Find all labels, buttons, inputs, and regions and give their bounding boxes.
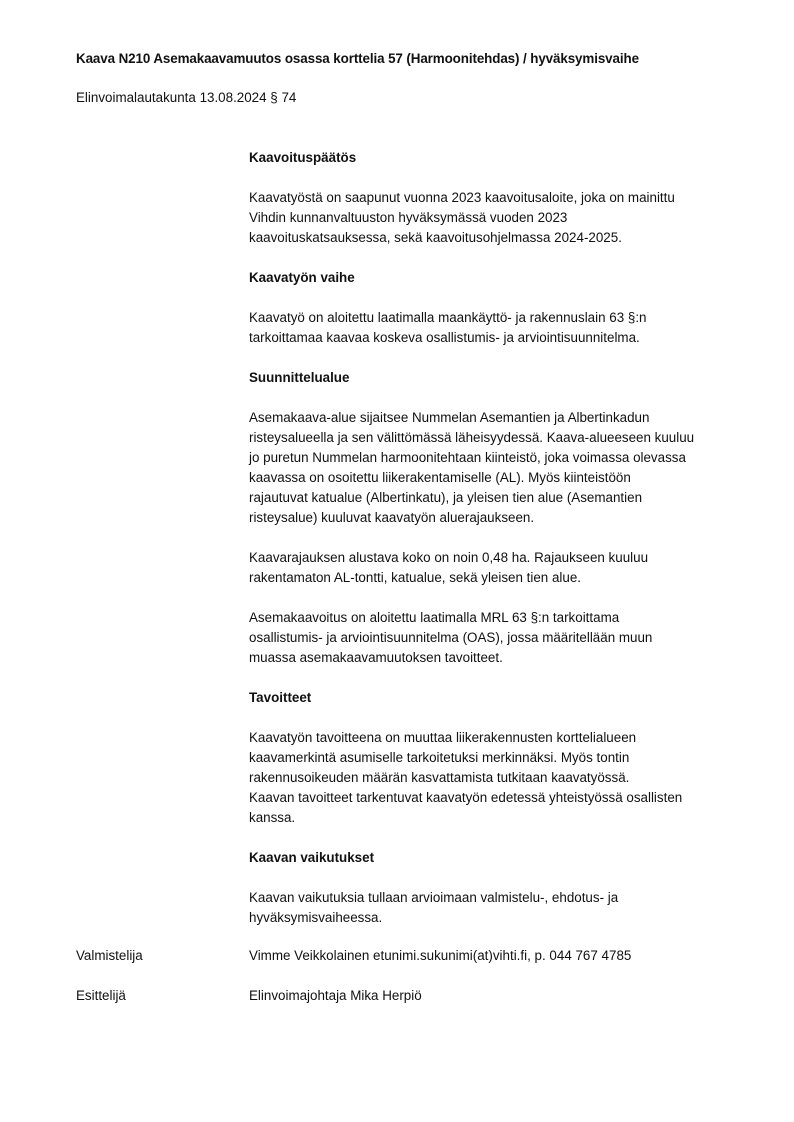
paragraph	[249, 728, 739, 828]
paragraph	[249, 888, 739, 928]
section-heading: Suunnittelualue	[249, 370, 350, 385]
paragraph-line: Kaavan vaikutuksia tullaan arvioimaan valmistelu-, ehdotus- ja	[249, 890, 619, 905]
paragraph-line: Kaavatyö on aloitettu laatimalla maankäyttö- ja rakennuslain 63 §:n	[249, 310, 647, 325]
paragraph-line: Kaavarajauksen alustava koko on noin 0,48 ha. Rajaukseen kuuluu	[249, 550, 649, 565]
paragraph-line: osallistumis- ja arviointisuunnitelma (OAS), jossa määritellään muun	[249, 630, 653, 645]
paragraph-line: Kaavatyön tavoitteena on muuttaa liikerakennusten korttelialueen	[249, 730, 637, 745]
paragraph-line: risteysalue) kuuluvat kaavatyön aluerajaukseen.	[249, 510, 535, 525]
section-heading: Kaavatyön vaihe	[249, 270, 355, 285]
preparer-label: Valmistelija	[76, 948, 143, 963]
paragraph	[249, 548, 739, 588]
paragraph-line: Kaavatyöstä on saapunut vuonna 2023 kaavoitusaloite, joka on mainittu	[249, 190, 675, 205]
paragraph-line: hyväksymisvaiheessa.	[249, 910, 383, 925]
paragraph-line: rakennusoikeuden määrän kasvattamista tutkitaan kaavatyössä.	[249, 770, 630, 785]
paragraph-line: kaavoituskatsauksessa, sekä kaavoitusohjelmassa 2024-2025.	[249, 230, 622, 245]
paragraph-line: risteysalueella ja sen välittömässä läheisyydessä. Kaava-alueeseen kuuluu	[249, 430, 695, 445]
section-heading: Kaavan vaikutukset	[249, 850, 375, 865]
paragraph	[249, 188, 739, 248]
section-kaavan-vaikutukset	[249, 848, 739, 928]
paragraph	[249, 308, 739, 348]
document-body	[249, 148, 739, 928]
paragraph-line: rajautuvat katualue (Albertinkatu), ja yleisen tien alue (Asemantien	[249, 490, 643, 505]
section-heading: Tavoitteet	[249, 690, 312, 705]
paragraph-line: muassa asemakaavamuutoksen tavoitteet.	[249, 650, 503, 665]
paragraph-line: kaavassa on osoitettu liikerakentamiselle (AL). Myös kiinteistöön	[249, 470, 631, 485]
preparer-value: Vimme Veikkolainen etunimi.sukunimi(at)vihti.fi, p. 044 767 4785	[249, 948, 632, 963]
document-title: Kaava N210 Asemakaavamuutos osassa korttelia 57 (Harmoonitehdas) / hyväksymisvaihe	[76, 51, 639, 66]
paragraph-line: rakentamaton AL-tontti, katualue, sekä yleisen tien alue.	[249, 570, 581, 585]
paragraph	[249, 608, 739, 668]
presenter-label: Esittelijä	[76, 988, 126, 1003]
section-kaavoituspaatos	[249, 148, 739, 248]
presenter-value: Elinvoimajohtaja Mika Herpiö	[249, 988, 422, 1003]
paragraph-line: kanssa.	[249, 810, 296, 825]
section-kaavatyon-vaihe	[249, 268, 739, 348]
paragraph-line: kaavamerkintä asumiselle tarkoitetuksi merkinnäksi. Myös tontin	[249, 750, 630, 765]
paragraph-line: jo puretun Nummelan harmoonitehtaan kiinteistö, joka voimassa olevassa	[249, 450, 686, 465]
section-suunnittelualue	[249, 368, 739, 668]
meeting-reference: Elinvoimalautakunta 13.08.2024 § 74	[76, 90, 297, 105]
paragraph	[249, 408, 739, 528]
paragraph-line: tarkoittamaa kaavaa koskeva osallistumis- ja arviointisuunnitelma.	[249, 330, 640, 345]
paragraph-line: Kaavan tavoitteet tarkentuvat kaavatyön edetessä yhteistyössä osallisten	[249, 790, 683, 805]
paragraph-line: Asemakaava-alue sijaitsee Nummelan Asemantien ja Albertinkadun	[249, 410, 650, 425]
paragraph-line: Asemakaavoitus on aloitettu laatimalla MRL 63 §:n tarkoittama	[249, 610, 620, 625]
section-tavoitteet	[249, 688, 739, 828]
paragraph-line: Vihdin kunnanvaltuuston hyväksymässä vuoden 2023	[249, 210, 568, 225]
section-heading: Kaavoituspäätös	[249, 150, 357, 165]
